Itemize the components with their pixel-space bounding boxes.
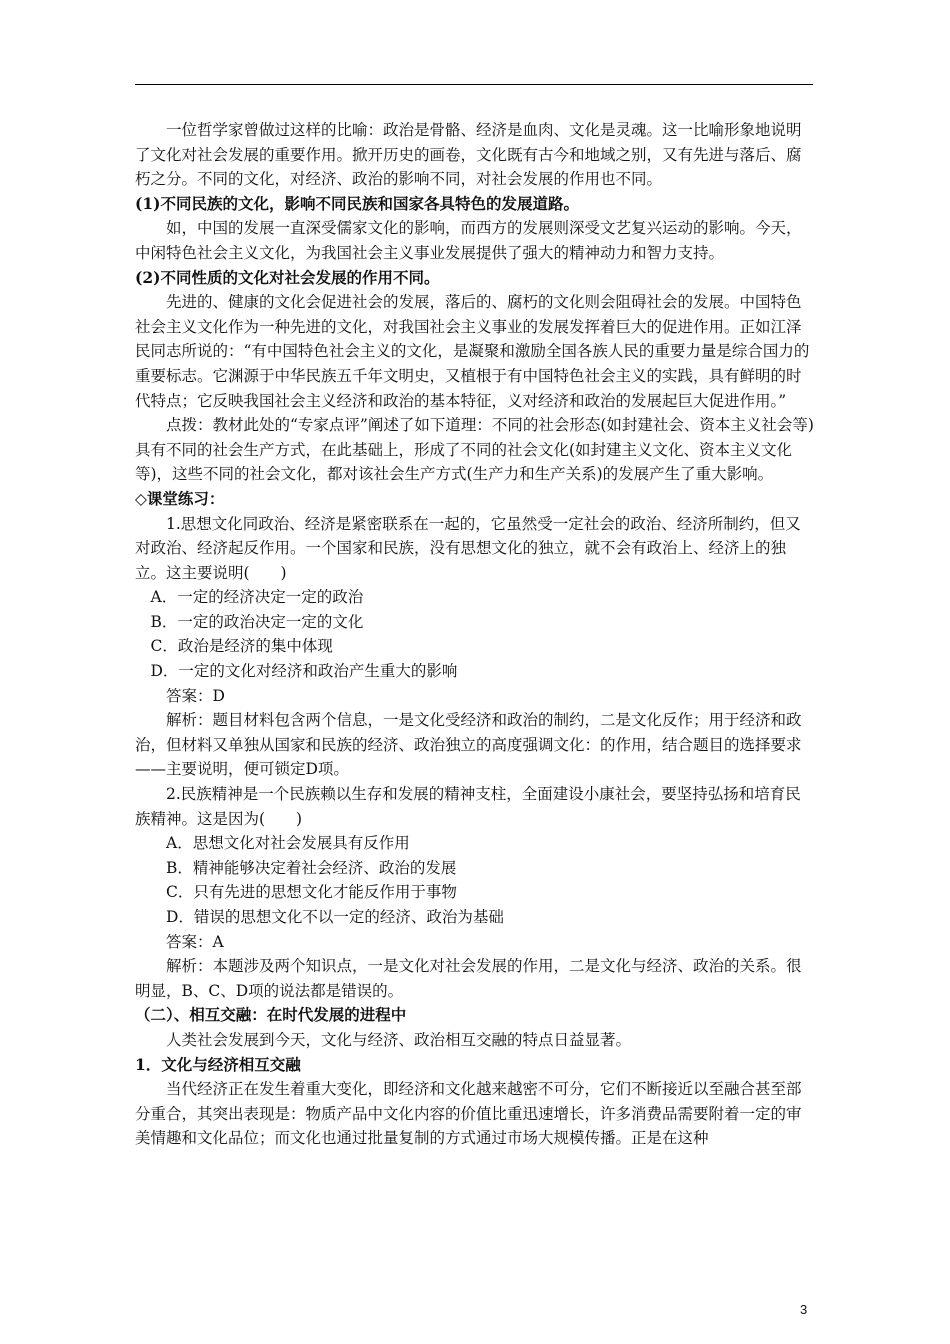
document-body — [135, 118, 815, 1151]
explanation: 解析：本题涉及两个知识点，一是文化对社会发展的作用，二是文化与经济、政治的关系。很明显，B、C、D项的说法都是错误的。 — [135, 957, 802, 1000]
option-a: A．思想文化对社会发展具有反作用 — [166, 834, 410, 853]
paragraph: 人类社会发展到今天，文化与经济、政治相互交融的特点日益显著。 — [166, 1030, 632, 1049]
explanation: 解析：题目材料包含两个信息，一是文化受经济和政治的制约，二是文化反作；用于经济和政治，但材料又单独从国家和民族的经济、政治独立的高度强调文化：的作用，结合题目的选择要求——主要说明，便可锁定D项。 — [135, 711, 802, 779]
answer: 答案：D — [166, 686, 225, 705]
section-heading: （二）、相互交融：在时代发展的进程中 — [135, 1005, 407, 1025]
paragraph: 当代经济正在发生着重大变化，即经济和文化越来越密不可分，它们不断接近以至融合甚至部分重合，其突出表现是：物质产品中文化内容的价值比重迅速增长，许多消费品需要附着一定的审美情趣和文化品位；而文化也通过批量复制的方式通过市场大规模传播。正是在这种 — [135, 1080, 802, 1148]
paragraph: 如，中国的发展一直深受儒家文化的影响，而西方的发展则深受文艺复兴运动的影响。今天，中闲特色社会主义文化，为我国社会主义事业发展提供了强大的精神动力和智力支持。 — [135, 219, 802, 262]
option-d: D．错误的思想文化不以一定的经济、政治为基础 — [166, 908, 504, 926]
option-a: A．一定的经济决定一定的政治 — [150, 588, 364, 607]
section-heading: (1)不同民族的文化，影响不同民族和国家各具特色的发展道路。 — [135, 193, 579, 213]
paragraph: 点拨：教材此处的“专家点评”阐述了如下道理：不同的社会形态(如封建社会、资本主义社会等)具有不同的社会生产方式，在此基础上，形成了不同的社会文化(如封建主义文化、资本主义文化等)，这些不同的社会文化，都对该社会生产方式(生产力和生产关系)的发展产生了重大影响。 — [135, 416, 814, 484]
question-2: 2.民族精神是一个民族赖以生存和发展的精神支柱，全面建设小康社会，要坚持弘扬和培育民族精神。这是因为( ) — [135, 785, 801, 828]
option-b: B．精神能够决定着社会经济、政治的发展 — [166, 858, 457, 877]
option-d: D．一定的文化对经济和政治产生重大的影响 — [150, 662, 458, 681]
page-number: 3 — [800, 1302, 808, 1317]
section-heading: ◇课堂练习： — [135, 488, 225, 508]
section-heading: 1．文化与经济相互交融 — [135, 1054, 301, 1074]
header-rule — [135, 84, 813, 85]
answer: 答案：A — [166, 932, 224, 951]
option-c: C．政治是经济的集中体现 — [150, 637, 333, 656]
section-heading: (2)不同性质的文化对社会发展的作用不同。 — [135, 267, 440, 287]
question-1: 1.思想文化同政治、经济是紧密联系在一起的，它虽然受一定社会的政治、经济所制约，但又对政治、经济起反作用。一个国家和民族，没有思想文化的独立，就不会有政治上、经济上的独立。这主要说明( ) — [135, 514, 801, 582]
paragraph: 一位哲学家曾做过这样的比喻：政治是骨骼、经济是血肉、文化是灵魂。这一比喻形象地说明了文化对社会发展的重要作用。掀开历史的画卷，文化既有古今和地域之别，又有先进与落后、腐朽之分。不同的文化，对经济、政治的影响不同，对社会发展的作用也不同。 — [135, 121, 802, 189]
option-b: B．一定的政治决定一定的文化 — [150, 612, 364, 631]
option-c: C．只有先进的思想文化才能反作用于事物 — [166, 883, 457, 902]
paragraph: 先进的、健康的文化会促进社会的发展，落后的、腐朽的文化则会阻碍社会的发展。中国特色社会主义文化作为一种先进的文化，对我国社会主义事业的发展发挥着巨大的促进作用。正如江泽民同志所说的：“有中国特色社会主义的文化，是凝聚和激励全国各族人民的重要力量是综合国力的重要标志。它渊源于中华民族五千年文明史，又植根于有中国特色社会主义的实践，具有鲜明的时代特点；它反映我国社会主义经济和政治的基本特征，义对经济和政治的发展起巨大促进作用。” — [135, 293, 810, 410]
